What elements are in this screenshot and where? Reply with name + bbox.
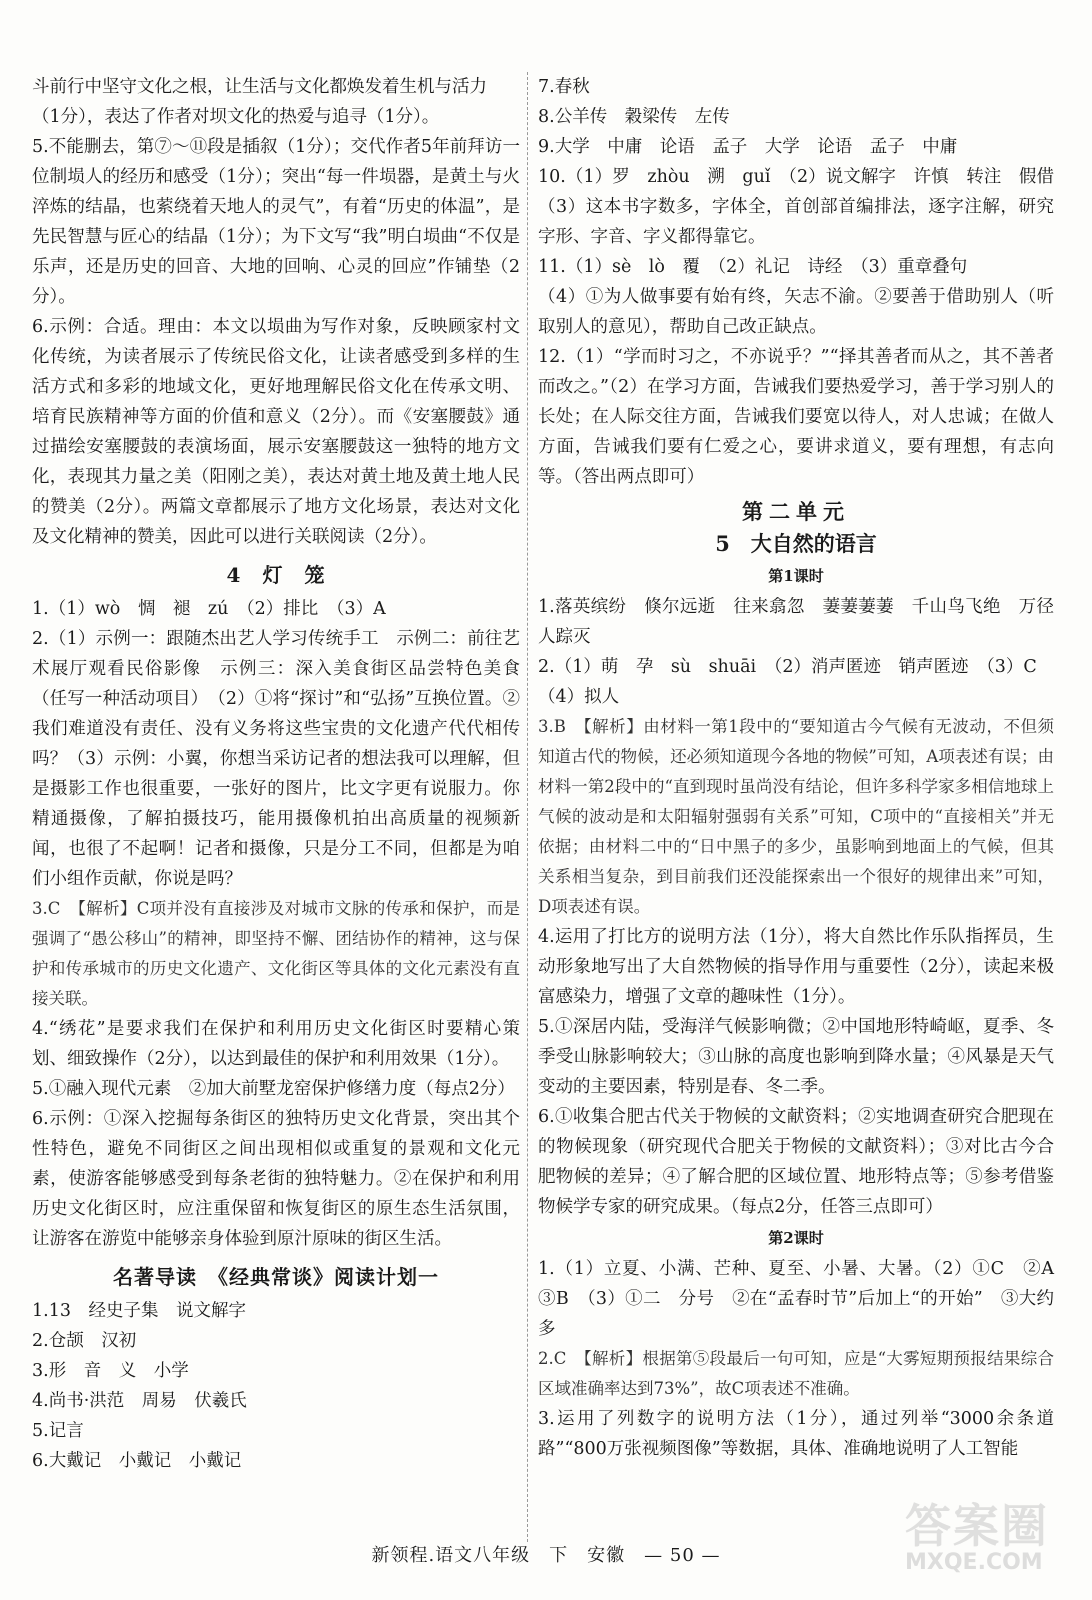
section-heading: 名著导读 《经典常谈》阅读计划一 xyxy=(113,1265,439,1289)
answer-item: 2.仓颉 汉初 xyxy=(32,1331,137,1351)
right-column xyxy=(538,72,1072,1464)
answer-item: 5.①深居内陆，受海洋气候影响微；②中国地形特崎岖，夏季、冬季受山脉影响较大；③山脉的高度也影响到降水量；④风暴是天气变动的主要因素，特别是春、冬二季。 xyxy=(538,1017,1054,1097)
answer-item: 8.公羊传 穀梁传 左传 xyxy=(538,107,730,127)
left-column xyxy=(32,72,520,1476)
answer-item: 4.尚书·洪范 周易 伏羲氏 xyxy=(32,1391,247,1411)
answer-item: 1.13 经史子集 说文解字 xyxy=(32,1301,246,1321)
answer-item: 12.（1）“学而时习之，不亦说乎？”“择其善者而从之，其不善者而改之。”（2）在学习方面，告诫我们要热爱学习，善于学习别人的长处；在人际交往方面，告诫我们要宽以待人，对人忠诚；在做人方面，告诫我们要有仁爱之心，要讲求道义，要有理想，有志向等。（答出两点即可） xyxy=(538,347,1054,487)
answer-item: 11.（1）sè lò 覆 （2）礼记 诗经 （3）重章叠句 xyxy=(538,257,968,277)
answer-item: 3.运用了列数字的说明方法（1分），通过列举“3000余条道路”“800万张视频图像”等数据，具体、准确地说明了人工智能 xyxy=(538,1409,1054,1459)
answer-item: 5.不能删去，第⑦～⑪段是插叙（1分）；交代作者5年前拜访一位制埙人的经历和感受（1分）；突出“每一件埙器，是黄土与火淬炼的结晶，也萦绕着天地人的灵气”，有着“历史的体温”，是先民智慧与匠心的结晶（1分）；为下文写“我”明白埙曲“不仅是乐声，还是历史的回音、大地的回响、心灵的回应”作铺垫（2分）。 xyxy=(32,137,520,307)
answer-item: 1.落英缤纷 倏尔远逝 往来翕忽 萋萋萋萋 千山鸟飞绝 万径人踪灭 xyxy=(538,597,1054,647)
analysis-note: 3.C 【解析】C项并没有直接涉及对城市文脉的传承和保护，而是强调了“愚公移山”的精神，即坚持不懈、团结协作的精神，这与保护和传承城市的历史文化遗产、文化街区等具体的文化元素没有直接关联。 xyxy=(32,899,520,1008)
answer-item: 3.形 音 义 小学 xyxy=(32,1361,189,1381)
analysis-note: 2.C 【解析】根据第⑤段最后一句可知，应是“大雾短期预报结果综合区域准确率达到73%”，故C项表述不准确。 xyxy=(538,1349,1054,1398)
lesson-heading: 5 大自然的语言 xyxy=(715,531,877,556)
answer-item: 9.大学 中庸 论语 孟子 大学 论语 孟子 中庸 xyxy=(538,137,958,157)
lesson-period-heading: 第2课时 xyxy=(768,1229,824,1247)
section-heading: 4 灯 笼 xyxy=(226,563,326,587)
answer-item: 5.记言 xyxy=(32,1421,84,1441)
answer-item: 6.示例：①深入挖掘每条街区的独特历史文化背景，突出其个性特色，避免不同街区之间出现相似或重复的景观和文化元素，使游客能够感受到每条老街的独特魅力。②在保护和利用历史文化街区时，应注重保留和恢复街区的原生态生活氛围，让游客在游览中能够亲身体验到原汁原味的街区生活。 xyxy=(32,1109,520,1249)
answer-item: 2.（1）萌 孕 sù shuāi （2）消声匿迹 销声匿迹 （3）C xyxy=(538,657,1037,677)
answer-item: 6.大戴记 小戴记 小戴记 xyxy=(32,1451,242,1471)
lesson-period-heading: 第1课时 xyxy=(768,567,824,585)
answer-item: 斗前行中坚守文化之根，让生活与文化都焕发着生机与活力 xyxy=(32,77,487,97)
answer-item: 4.运用了打比方的说明方法（1分），将大自然比作乐队指挥员，生动形象地写出了大自然物候的指导作用与重要性（2分），读起来极富感染力，增强了文章的趣味性（1分）。 xyxy=(538,927,1054,1007)
watermark-seal: 答案圈 xyxy=(905,1499,1049,1553)
answer-item: （4）拟人 xyxy=(538,687,620,707)
answer-item: 5.①融入现代元素 ②加大前墅龙窑保护修缮力度（每点2分） xyxy=(32,1079,515,1099)
answer-item: 10.（1）罗 zhòu 溯 guǐ （2）说文解字 许慎 转注 假借 （3）这本书字数多，字体全，首创部首编排法，逐字注解，研究字形、字音、字义都得靠它。 xyxy=(538,167,1072,247)
watermark-url: MXQE.COM xyxy=(905,1550,1043,1575)
answer-item: 4.“绣花”是要求我们在保护和利用历史文化街区时要精心策划、细致操作（2分），以达到最佳的保护和利用效果（1分）。 xyxy=(32,1019,520,1069)
column-divider xyxy=(527,72,528,1542)
answer-item: 7.春秋 xyxy=(538,77,590,97)
answer-item: 6.示例：合适。理由：本文以埙曲为写作对象，反映顾家村文化传统，为读者展示了传统民俗文化，让读者感受到多样的生活方式和多彩的地域文化，更好地理解民俗文化在传承文明、培育民族精神等方面的价值和意义（2分）。而《安塞腰鼓》通过描绘安塞腰鼓的表演场面，展示安塞腰鼓这一独特的地方文化，表现其力量之美（阳刚之美），表达对黄土地及黄土地人民的赞美（2分）。两篇文章都展示了地方文化场景，表达对文化及文化精神的赞美，因此可以进行关联阅读（2分）。 xyxy=(32,317,520,547)
watermark-logo xyxy=(905,1490,1075,1590)
answer-item: （4）①为人做事要有始有终，矢志不渝。②要善于借助别人（听取别人的意见），帮助自己改正缺点。 xyxy=(538,287,1054,337)
answer-item: 2.（1）示例一：跟随杰出艺人学习传统手工 示例二：前往艺术展厅观看民俗影像 示例三：深入美食街区品尝特色美食（任写一种活动项目） （2）①将“探讨”和“弘扬”互换位置。②我们难道没有责任、没有义务将这些宝贵的文化遗产代代相传吗？（3）示例：小翼，你想当采访记者的想法我可以理解，但是摄影工作也很重要，一张好的图片，比文字更有说服力。你精通摄像，了解拍摄技巧，能用摄像机拍出高质量的视频新闻，也很了不起啊！记者和摄像，只是分工不同，但都是为咱们小组作贡献，你说是吗？ xyxy=(32,629,520,889)
page-footer: 新领程.语文八年级 下 安徽 — 50 — xyxy=(371,1545,721,1566)
unit-heading: 第二单元 xyxy=(742,499,850,524)
answer-item: 1.（1）wò 惆 褪 zú （2）排比 （3）A xyxy=(32,599,386,619)
answer-item: 1.（1）立夏、小满、芒种、夏至、小暑、大暑。（2）①C ②A ③B （3）①二 分号 ②在“孟春时节”后加上“的开始” ③大约 多 xyxy=(538,1259,1072,1339)
answer-item: 6.①收集合肥古代关于物候的文献资料；②实地调查研究合肥现在的物候现象（研究现代合肥关于物候的文献资料）；③对比古今合肥物候的差异；④了解合肥的区域位置、地形特点等；⑤参考借鉴物候学专家的研究成果。（每点2分，任答三点即可） xyxy=(538,1107,1054,1217)
analysis-note: 3.B 【解析】由材料一第1段中的“要知道古今气候有无波动，不但须知道古代的物候，还必须知道现今各地的物候”可知，A项表述有误；由材料一第2段中的“直到现时虽尚没有结论，但许多科学家多相信地球上气候的波动是和太阳辐射强弱有关系”可知，C项中的“直接相关”并无依据；由材料二中的“日中黑子的多少，虽影响到地面上的气候，但其关系相当复杂，到目前我们还没能探索出一个很好的规律出来”可知，D项表述有误。 xyxy=(538,717,1054,916)
answer-item: （1分），表达了作者对坝文化的热爱与追寻（1分）。 xyxy=(32,107,440,127)
